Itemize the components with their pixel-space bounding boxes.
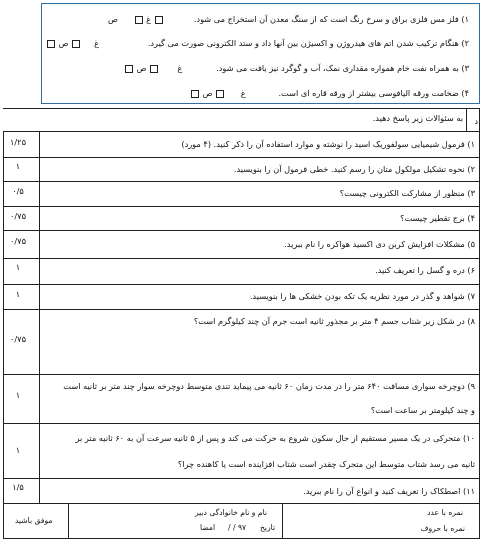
false-label: غ <box>177 63 183 73</box>
score-9: ۱ <box>15 390 21 400</box>
score-7: ۱ <box>15 289 21 299</box>
question-11: ۱۱) اصطکاک را تعریف کنید و انواع آن را نام ببرید. <box>303 486 475 496</box>
question-3: ۳) منظور از مشارکت الکترونی چیست؟ <box>339 188 475 198</box>
tf-statement-3: ۳) به همراه نفت خام همواره مقداری نمک، آب و گوگرد نیز یافت می شود. <box>216 63 469 73</box>
true-label: ص <box>108 14 118 24</box>
score-8: ۰/۷۵ <box>10 334 26 344</box>
good-luck-text: موفق باشید <box>15 516 53 525</box>
question-8: ۸) در شکل زیر شتاب جسم ۴ متر بر مجذور ثانیه است جرم آن چند کیلوگرم است؟ <box>193 316 475 326</box>
true-label: ص <box>58 38 69 48</box>
score-3: ۰/۵ <box>12 186 24 196</box>
score-5: ۰/۷۵ <box>10 236 26 246</box>
instruction-text: به سئوالات زیر پاسخ دهید. <box>372 113 463 123</box>
true-checkbox[interactable] <box>150 65 158 73</box>
true-checkbox[interactable] <box>155 16 163 24</box>
question-9-line-1: ۹) دوچرخه سواری مسافت ۶۴۰ متر را در مدت زمان ۶۰ ثانیه می پیماید تندی متوسط دوچرخه سوار چند متر بر ثانیه است <box>63 381 475 391</box>
tf-options-4 <box>190 88 246 99</box>
score-6: ۱ <box>15 262 21 272</box>
date-label: تاریخ <box>260 523 276 532</box>
question-10-line-2: ثانیه می رسد شتاب متوسط این متحرک چقدر است شتاب افزاینده است یا کاهنده چرا؟ <box>177 459 475 469</box>
score-10: ۱ <box>15 445 21 455</box>
tf-options-2 <box>46 38 99 49</box>
true-checkbox[interactable] <box>216 90 224 98</box>
false-checkbox[interactable] <box>125 65 133 73</box>
tf-statement-4: ۴) ضخامت ورقه الیافوسی بیشتر از ورقه قاره ای است. <box>278 88 469 98</box>
false-label: غ <box>146 14 152 24</box>
question-2: ۲) نحوه تشکیل مولکول متان را رسم کنید. خطی فرمول آن را بنویسید. <box>233 164 475 174</box>
score-11: ۱/۵ <box>12 482 24 492</box>
false-checkbox[interactable] <box>191 90 199 98</box>
question-9-line-2: و چند کیلومتر بر ساعت است؟ <box>370 405 475 415</box>
section-letter: د <box>474 116 478 126</box>
false-label: غ <box>94 38 100 48</box>
question-4: ۴) برج تقطیر چیست؟ <box>400 213 475 223</box>
score-2: ۱ <box>15 161 21 171</box>
signature-label: امضا <box>200 523 216 532</box>
score-1: ۱/۲۵ <box>10 137 26 147</box>
true-label: ص <box>202 88 213 98</box>
date-value: / / ۹۷ <box>228 523 247 532</box>
tf-statement-2: ۲) هنگام ترکیب شدن اتم های هیدروژن و اکسیژن بین آنها داد و ستد الکترونی صورت می گیرد. <box>147 38 469 48</box>
score-letters-label: نمره با حروف <box>420 524 465 533</box>
tf-options-1 <box>108 14 164 25</box>
true-checkbox[interactable] <box>72 40 80 48</box>
true-label: ص <box>136 63 147 73</box>
question-1: ۱) فرمول شیمیایی سولفوریک اسید را نوشته و موارد استفاده آن را ذکر کنید. (۴ مورد) <box>181 139 475 149</box>
false-label: غ <box>240 88 246 98</box>
question-7: ۷) شواهد و گذر در مورد نظریه یک تکه بودن خشکی ها را بنویسید. <box>249 291 475 301</box>
score-4: ۰/۷۵ <box>10 211 26 221</box>
false-checkbox[interactable] <box>47 40 55 48</box>
question-5: ۵) مشکلات افزایش کربن دی اکسید هواکره را نام ببرید. <box>284 239 475 249</box>
teacher-name-label: نام و نام خانوادگی دبیر <box>194 508 267 517</box>
tf-options-3 <box>124 63 182 74</box>
score-number-label: نمره با عدد <box>427 508 463 517</box>
question-10-line-1: ۱۰) متحرکی در یک مسیر مستقیم از حال سکون شروع به حرکت می کند و پس از ۵ ثانیه سرعت آن به ۶۰ ثانیه متر بر <box>75 433 475 443</box>
false-checkbox[interactable] <box>135 16 143 24</box>
tf-statement-1: ۱) فلز مس فلزی براق و سرخ رنگ است که از سنگ معدن آن استخراج می شود. <box>193 14 469 24</box>
question-6: ۶) دره و گسل را تعریف کنید. <box>375 265 475 275</box>
